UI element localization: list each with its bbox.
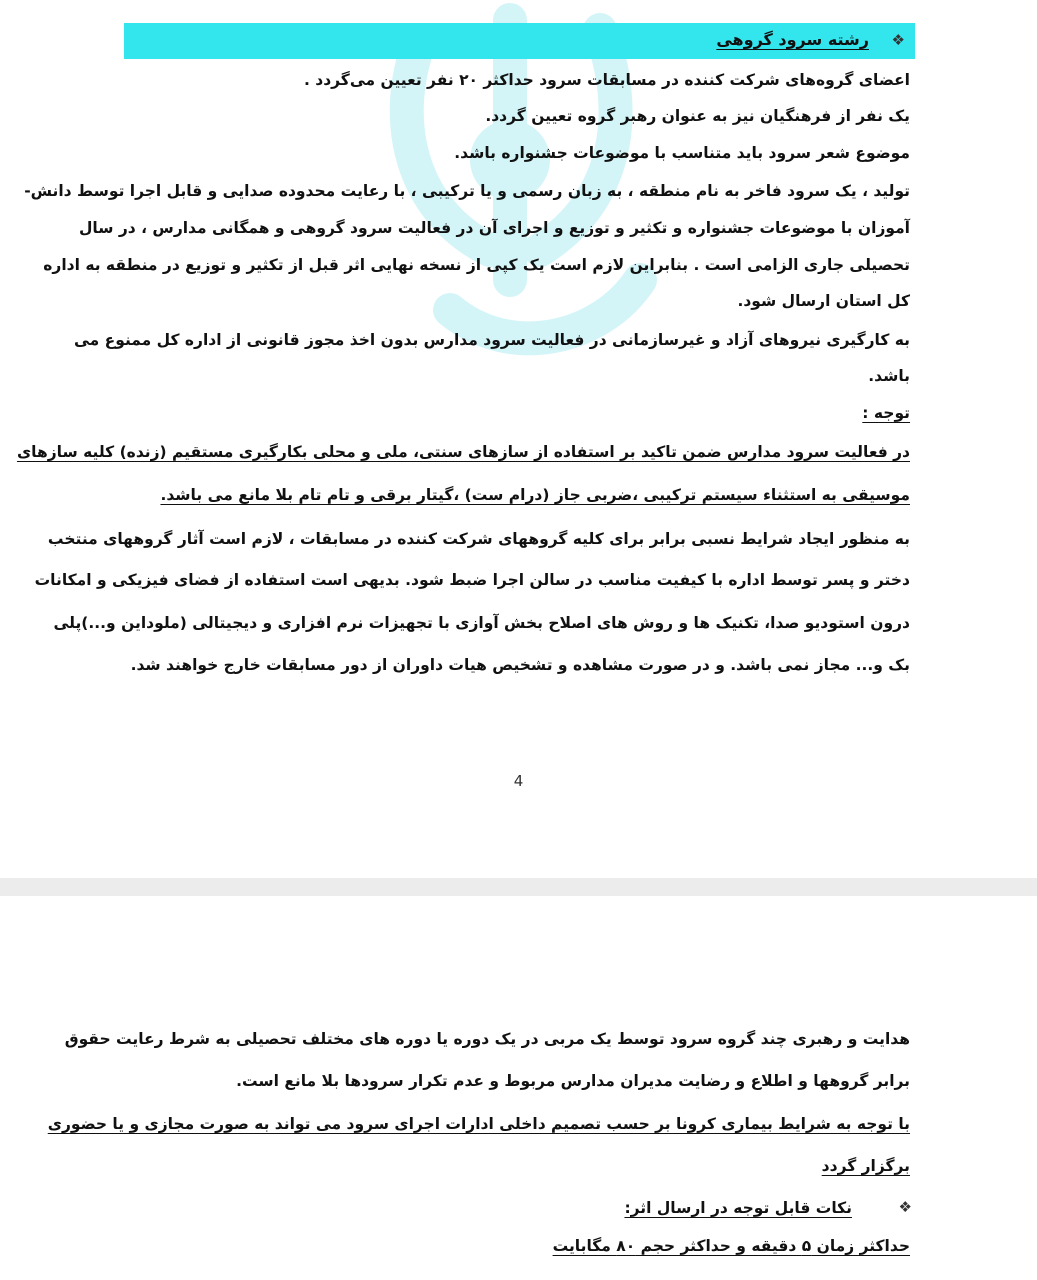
rule-line: باشد. [868,367,910,385]
section-title: رشته سرود گروهی [716,30,869,49]
diamond-bullet-icon: ❖ [898,1198,912,1216]
rule-line: هدایت و رهبری چند گروه سرود توسط یک مربی در یک دوره یا دوره های مختلف تحصیلی به شرط رعایت حقوق [64,1030,910,1048]
rule-line: درون استودیو صدا، تکنیک ها و روش های اصلاح بخش آوازی با تجهیزات نرم افزاری و دیجیتالی (ملوداین و...)پلی [53,614,910,632]
rule-line: موضوع شعر سرود باید متناسب با موضوعات جشنواره باشد. [454,144,910,162]
rule-line: کل استان ارسال شود. [737,292,910,310]
rule-line: حداکثر زمان ۵ دقیقه و حداکثر حجم ۸۰ مگابایت [552,1237,910,1255]
page-separator [0,878,1037,896]
note-line: در فعالیت سرود مدارس ضمن تاکید بر استفاده از سازهای سنتی، ملی و محلی بکارگیری مستقیم (زنده) کلیه سازهای [16,443,910,461]
rule-line: به منظور ایجاد شرایط نسبی برابر برای کلیه گروههای شرکت کننده در مسابقات ، لازم است آثار گروههای منتخب [47,530,910,548]
rule-line: به کارگیری نیروهای آزاد و غیرسازمانی در فعالیت سرود مدارس بدون اخذ مجوز قانونی از اداره کل ممنوع می [73,331,910,349]
rule-line: دختر و پسر توسط اداره با کیفیت مناسب در سالن اجرا ضبط شود. بدیهی است استفاده از فضای فیزیکی و امکانات [34,571,910,589]
subsection-heading: نکات قابل توجه در ارسال اثر: [624,1199,852,1217]
page-number: 4 [513,772,524,790]
rule-line: آموزان با موضوعات جشنواره و تکثیر و توزیع و اجرای آن در فعالیت سرود گروهی و همگانی مدارس ، در سال [78,219,910,237]
rule-line: تحصیلی جاری الزامی است . بنابراین لازم است یک کپی از نسخه نهایی اثر قبل از تکثیر و توزیع در منطقه به اداره [43,256,910,274]
diamond-bullet-icon: ❖ [891,31,905,49]
emphasis-line: با توجه به شرایط بیماری کرونا بر حسب تصمیم داخلی ادارات اجرای سرود می تواند به صورت مجازی و یا حضوری [47,1115,910,1133]
document-page-2 [0,896,1037,1280]
emphasis-line: برگزار گردد [821,1157,910,1175]
note-line: موسیقی به استثناء سیستم ترکیبی ،ضربی جاز (درام ست) ،گیتار برقی و تام تام بلا مانع می باشد. [160,486,910,504]
section-header-bar [124,23,915,59]
rule-line: بک و... مجاز نمی باشد. و در صورت مشاهده و تشخیص هیات داوران از دور مسابقات خارج خواهند شد. [130,656,910,674]
rule-line: یک نفر از فرهنگیان نیز به عنوان رهبر گروه تعیین گردد. [485,107,910,125]
note-heading: توجه : [862,404,910,422]
rule-line: برابر گروهها و اطلاع و رضایت مدیران مدارس مربوط و عدم تکرار سرودها بلا مانع است. [236,1072,910,1090]
rule-line: اعضای گروه‌های شرکت کننده در مسابقات سرود حداکثر ۲۰ نفر تعیین می‌گردد . [303,71,910,89]
rule-line: تولید ، یک سرود فاخر به نام منطقه ، به زبان رسمی و یا ترکیبی ، با رعایت محدوده صدایی و قابل اجرا توسط دانش- [24,182,910,200]
